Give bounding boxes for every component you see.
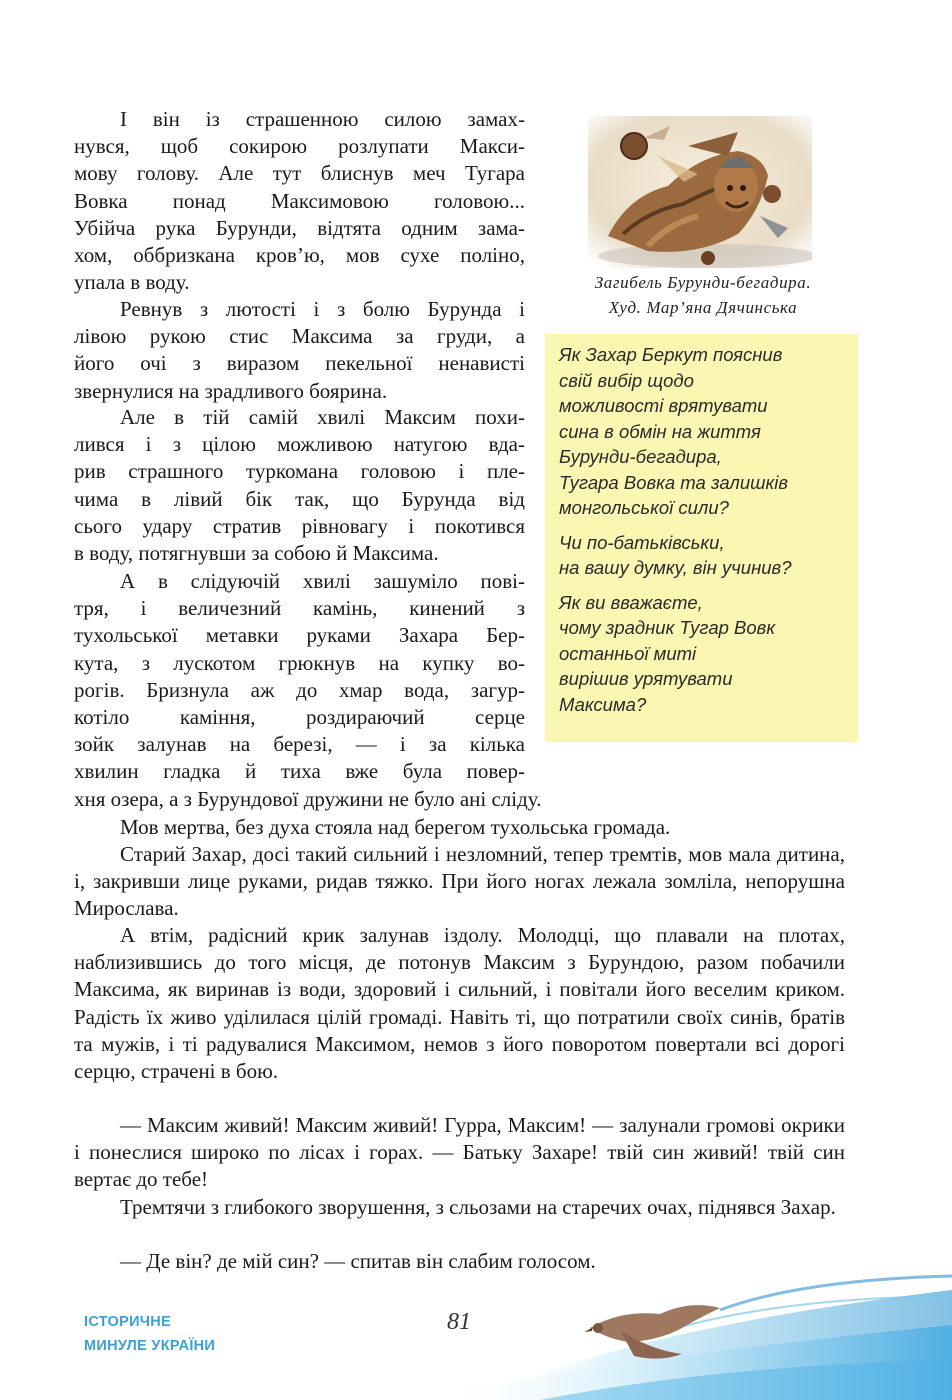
text-line: хвилин гладка й тиха вже була повер- [74,759,525,784]
wide-paragraph: Мов мертва, без духа стояла над берегом тухольська громада. [120,815,671,839]
wide-paragraph: Тремтячи з глибокого зворушення, з сльозами на старечих очах, піднявся Захар. [120,1195,836,1219]
text-line: Але в тій самій хвилі Максим похи- [120,405,525,429]
question-line: на вашу думку, він учинив? [559,557,792,578]
illustration-caption [548,270,858,320]
section-label-line: МИНУЛЕ УКРАЇНИ [84,1338,216,1354]
text-line: тря, і величезний камінь, кинений з [74,596,525,621]
text-line: рив страшного туркомана головою і пле- [74,459,525,484]
question-3 [559,590,846,718]
text-line: рогів. Бризнула аж до хмар вода, загур- [74,677,525,702]
question-line: Чи по-батьківськи, [559,531,725,553]
text-line: чима в лівий бік так, що Бурунда від [74,486,525,511]
wide-paragraph: — Де він? де мій син? — спитав він слабим голосом. [120,1249,596,1273]
fallen-warrior-illustration [588,116,812,268]
caption-line: Худ. Мар’яна Дячинська [608,298,798,317]
question-line: Бурунди-бегадира, [559,446,722,467]
bird-wave-decoration [420,1270,952,1400]
wide-paragraph: Старий Захар, досі такий сильний і незломний, тепер тремтів, мов мала дитина, і, закривши лице руками, ридав тяжко. При його ногах лежала зомліла, непорушна Мирослава. [74,842,845,921]
question-line: Як Захар Беркут пояснив [559,344,783,365]
question-line: Як ви вважаєте, [559,591,703,613]
text-line: Ревнув з лютості і з болю Бурунда і [120,297,525,321]
narrow-paragraph [74,568,525,786]
question-line: свій вибір щодо [559,369,694,391]
text-line: Убійча рука Бурунди, відтята одним зама- [74,215,525,240]
text-line: А в слідуючій хвилі зашуміло пові- [120,569,525,593]
text-line: І він із страшенною силою замах- [120,107,525,131]
question-2 [559,530,846,581]
text-line: котіло каміння, роздираючий серце [74,705,525,730]
text-line: в воду, потягнувши за собою й Максима. [74,541,439,566]
question-line: Максима? [559,693,647,715]
text-line: хом, оббризкана кров’ю, мов сухе поліно, [74,243,525,268]
question-line: можливості врятувати [559,395,768,416]
text-line: лився і з цілою можливою натугою вда- [74,432,525,457]
narrow-paragraph [74,404,525,567]
page-number: 81 [447,1309,471,1335]
text-line: його очі з виразом пекельної ненависті [74,351,525,376]
question-line: вирішив урятувати [559,668,733,689]
text-line: нувся, щоб сокирою розлупати Макси- [74,134,525,159]
narrow-paragraph [74,106,525,296]
question-line: Тугара Вовка та залишків [559,471,788,493]
text-line: звернулися на зрадливого боярина. [74,378,388,403]
wide-paragraph: А втім, радісний крик залунав іздолу. Молодці, що плавали на плотах, наблизившись до того місця, де потонув Максим з Бурундою, разом побачили Максима, як виринав із води, здоровий і сильний, і повітали його веселим криком. Радість їх живо уділилася цілій громаді. Навіть ті, що потратили своїх синів, братів та мужів, і ті радувалися Максимом, немов з його поворотом повертали всі дорогі серцю, страчені в бою. [74,923,845,1084]
caption-line: Загибель Бурунди-бегадира. [594,273,812,292]
text-line: тухольської метавки руками Захара Бер- [74,623,525,648]
wide-tail-line: хня озера, а з Бурундової дружини не було ані сліду. [74,787,542,811]
section-label-line: ІСТОРИЧНЕ [84,1314,172,1330]
question-line: чому зрадник Тугар Вовк [559,617,776,638]
text-line: лівою рукою стис Максима за груди, а [74,324,525,349]
text-line: сього удару стратив рівновагу і покотився [74,513,525,538]
illustration-image [588,116,812,268]
text-line: мову голову. Але тут блиснув меч Тугара [74,161,525,186]
text-line: упала в воду. [74,270,190,295]
text-line: Вовка понад Максимовою головою... [74,188,525,213]
questions-box [545,334,858,742]
question-line: монгольської сили? [559,497,729,518]
question-line: сина в обмін на життя [559,420,761,442]
wide-paragraph: — Максим живий! Максим живий! Гурра, Максим! — залунали громові окрики і понеслися широко по лісах і горах. — Батьку Захаре! твій син живий! твій син вертає до тебе! [74,1113,845,1192]
text-line: кута, з лускотом грюкнув на купку во- [74,650,525,675]
narrow-paragraph [74,296,525,405]
question-line: останньої миті [559,642,697,664]
text-line: зойк залунав на березі, — і за кілька [74,732,525,757]
question-1 [559,342,846,521]
section-label [84,1310,215,1358]
